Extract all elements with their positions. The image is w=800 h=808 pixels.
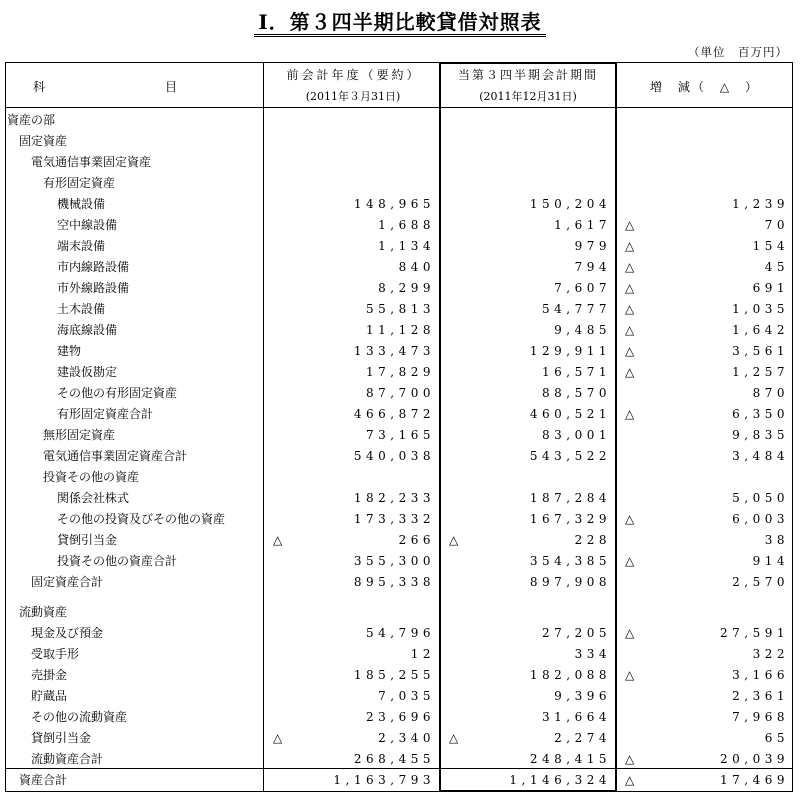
row-label: 電気通信事業固定資産合計: [43, 449, 188, 463]
curr-negative-mark: △: [449, 533, 459, 547]
row-label: 固定資産合計: [31, 575, 104, 589]
prev-value: 8,299: [378, 281, 435, 295]
row-label: その他の有形固定資産: [57, 386, 178, 400]
curr-value: 31,664: [542, 710, 611, 724]
row-label: 建設仮勘定: [57, 365, 118, 379]
curr-negative-mark: △: [449, 731, 459, 745]
curr-value: 334: [574, 647, 611, 661]
table-row: [5, 173, 793, 194]
diff-value: 70: [764, 218, 789, 232]
table-row: [5, 194, 793, 215]
prev-value: 54,796: [366, 626, 435, 640]
prev-value: 466,872: [353, 407, 435, 421]
row-label: 建物: [57, 344, 82, 358]
curr-value: 9,396: [554, 689, 611, 703]
prev-value: 87,700: [366, 386, 435, 400]
diff-negative-mark: △: [625, 302, 635, 316]
prev-negative-mark: △: [273, 533, 283, 547]
table-row: [5, 770, 793, 791]
row-label: その他の流動資産: [31, 710, 128, 724]
diff-value: 1,642: [732, 323, 789, 337]
prev-value: 17,829: [366, 365, 435, 379]
curr-value: 88,570: [542, 386, 611, 400]
diff-value: 65: [764, 731, 789, 745]
diff-negative-mark: △: [625, 323, 635, 337]
prev-value: 1,163,793: [333, 773, 435, 787]
row-label: 市外線路設備: [57, 281, 130, 295]
table-row: [5, 602, 793, 623]
prev-value: 355,300: [353, 554, 435, 568]
row-label: 売掛金: [31, 668, 68, 682]
diff-negative-mark: △: [625, 281, 635, 295]
prev-value: 895,338: [353, 575, 435, 589]
row-label: 市内線路設備: [57, 260, 130, 274]
row-label: 機械設備: [57, 197, 106, 211]
diff-value: 45: [764, 260, 789, 274]
row-label: 投資その他の資産合計: [57, 554, 178, 568]
prev-value: 266: [398, 533, 435, 547]
diff-value: 154: [752, 239, 789, 253]
diff-value: 3,484: [732, 449, 789, 463]
curr-value: 1,617: [554, 218, 611, 232]
diff-negative-mark: △: [625, 407, 635, 421]
row-label: 土木設備: [57, 302, 106, 316]
curr-value: 979: [574, 239, 611, 253]
curr-value: 1,146,324: [509, 773, 611, 787]
diff-value: 322: [752, 647, 789, 661]
table-row: [5, 320, 793, 341]
diff-value: 9,835: [732, 428, 789, 442]
prev-value: 1,688: [378, 218, 435, 232]
prev-value: 268,455: [353, 752, 435, 766]
row-label: 流動資産: [19, 605, 68, 619]
row-label: 有形固定資産: [43, 176, 116, 190]
row-label: 受取手形: [31, 647, 80, 661]
table-row: [5, 404, 793, 425]
prev-value: 173,332: [353, 512, 435, 526]
diff-value: 2,361: [732, 689, 789, 703]
prev-value: 182,233: [353, 491, 435, 505]
diff-value: 6,350: [732, 407, 789, 421]
table-row: [5, 299, 793, 320]
diff-value: 1,239: [732, 197, 789, 211]
diff-value: 20,039: [720, 752, 789, 766]
table-row: [5, 551, 793, 572]
prev-value: 23,696: [366, 710, 435, 724]
table-row: [5, 623, 793, 644]
row-label: 関係会社株式: [57, 491, 130, 505]
diff-value: 6,003: [732, 512, 789, 526]
prev-negative-mark: △: [273, 731, 283, 745]
prev-value: 7,035: [378, 689, 435, 703]
curr-value: 248,415: [529, 752, 611, 766]
diff-value: 1,257: [732, 365, 789, 379]
diff-negative-mark: △: [625, 626, 635, 640]
table-row: [5, 341, 793, 362]
curr-value: 7,607: [554, 281, 611, 295]
row-label: 空中線設備: [57, 218, 118, 232]
prev-value: 1,134: [378, 239, 435, 253]
header-curr: 当第３四半期会計期間: [457, 68, 598, 82]
table-row: [5, 467, 793, 488]
prev-value: 148,965: [353, 197, 435, 211]
curr-value: 150,204: [529, 197, 611, 211]
row-label: その他の投資及びその他の資産: [57, 512, 226, 526]
header-prev-date: (2011年３月31日): [305, 90, 401, 103]
header-prev: 前会計年度（要約）: [286, 68, 422, 82]
document-title: Ⅰ．第３四半期比較貸借対照表: [0, 6, 800, 35]
table-row: [5, 446, 793, 467]
curr-value: 182,088: [529, 668, 611, 682]
table-row: [5, 152, 793, 173]
prev-value: 133,473: [353, 344, 435, 358]
diff-value: 7,968: [732, 710, 789, 724]
table-row: [5, 644, 793, 665]
row-label: 資産の部: [7, 113, 56, 127]
table-row: [5, 236, 793, 257]
table-row: [5, 686, 793, 707]
curr-value: 9,485: [554, 323, 611, 337]
row-label: 貸倒引当金: [31, 731, 92, 745]
balance-sheet-table: [5, 62, 793, 792]
row-label: 貸倒引当金: [57, 533, 118, 547]
row-label: 現金及び預金: [31, 626, 104, 640]
curr-value: 54,777: [542, 302, 611, 316]
row-label: 流動資産合計: [31, 752, 104, 766]
prev-value: 2,340: [378, 731, 435, 745]
row-label: 海底線設備: [57, 323, 118, 337]
row-label: 電気通信事業固定資産: [31, 155, 152, 169]
table-row: [5, 425, 793, 446]
table-row: [5, 257, 793, 278]
prev-value: 540,038: [353, 449, 435, 463]
row-label: 貯蔵品: [31, 689, 68, 703]
current-period-box-top: [439, 62, 617, 64]
diff-negative-mark: △: [625, 239, 635, 253]
curr-value: 543,522: [529, 449, 611, 463]
prev-value: 11,128: [366, 323, 435, 337]
diff-negative-mark: △: [625, 365, 635, 379]
prev-value: 12: [410, 647, 435, 661]
diff-value: 3,166: [732, 668, 789, 682]
diff-value: 27,591: [720, 626, 789, 640]
curr-value: 354,385: [529, 554, 611, 568]
diff-value: 2,570: [732, 575, 789, 589]
diff-value: 3,561: [732, 344, 789, 358]
diff-negative-mark: △: [625, 218, 635, 232]
diff-negative-mark: △: [625, 344, 635, 358]
table-row: [5, 572, 793, 593]
table-row: [5, 488, 793, 509]
curr-value: 2,274: [554, 731, 611, 745]
curr-value: 187,284: [529, 491, 611, 505]
row-label: 端末設備: [57, 239, 106, 253]
diff-value: 17,469: [720, 773, 789, 787]
table-row: [5, 362, 793, 383]
table-row: [5, 665, 793, 686]
table-top-border: [5, 62, 793, 63]
prev-value: 73,165: [366, 428, 435, 442]
row-label: 投資その他の資産: [43, 470, 140, 484]
row-label: 無形固定資産: [43, 428, 116, 442]
table-row: [5, 530, 793, 551]
row-label: 資産合計: [19, 773, 68, 787]
header-item: 科 目: [33, 80, 178, 94]
diff-value: 914: [752, 554, 789, 568]
diff-negative-mark: △: [625, 554, 635, 568]
curr-value: 129,911: [529, 344, 611, 358]
row-label: 有形固定資産合計: [57, 407, 154, 421]
diff-value: 1,035: [732, 302, 789, 316]
table-row: [5, 383, 793, 404]
unit-note: （単位 百万円）: [688, 45, 788, 59]
curr-value: 83,001: [542, 428, 611, 442]
prev-value: 55,813: [366, 302, 435, 316]
curr-value: 460,521: [529, 407, 611, 421]
table-row: [5, 110, 793, 131]
table-row: [5, 749, 793, 770]
curr-value: 27,205: [542, 626, 611, 640]
table-row: [5, 707, 793, 728]
diff-negative-mark: △: [625, 260, 635, 274]
table-row: [5, 509, 793, 530]
diff-value: 691: [752, 281, 789, 295]
table-row: [5, 278, 793, 299]
diff-negative-mark: △: [625, 773, 635, 787]
table-row: [5, 728, 793, 749]
prev-value: 840: [398, 260, 435, 274]
curr-value: 228: [574, 533, 611, 547]
header-curr-date: (2011年12月31日): [479, 90, 577, 103]
table-row: [5, 131, 793, 152]
curr-value: 167,329: [529, 512, 611, 526]
header-diff: 増 減（ △ ）: [649, 80, 760, 94]
diff-value: 5,050: [732, 491, 789, 505]
prev-value: 185,255: [353, 668, 435, 682]
diff-negative-mark: △: [625, 512, 635, 526]
curr-value: 16,571: [542, 365, 611, 379]
diff-value: 38: [764, 533, 789, 547]
table-bottom-border: [5, 791, 793, 792]
curr-value: 897,908: [529, 575, 611, 589]
header-divider: [5, 107, 793, 108]
diff-negative-mark: △: [625, 668, 635, 682]
diff-negative-mark: △: [625, 752, 635, 766]
table-row: [5, 215, 793, 236]
curr-value: 794: [574, 260, 611, 274]
row-label: 固定資産: [19, 134, 68, 148]
diff-value: 870: [752, 386, 789, 400]
